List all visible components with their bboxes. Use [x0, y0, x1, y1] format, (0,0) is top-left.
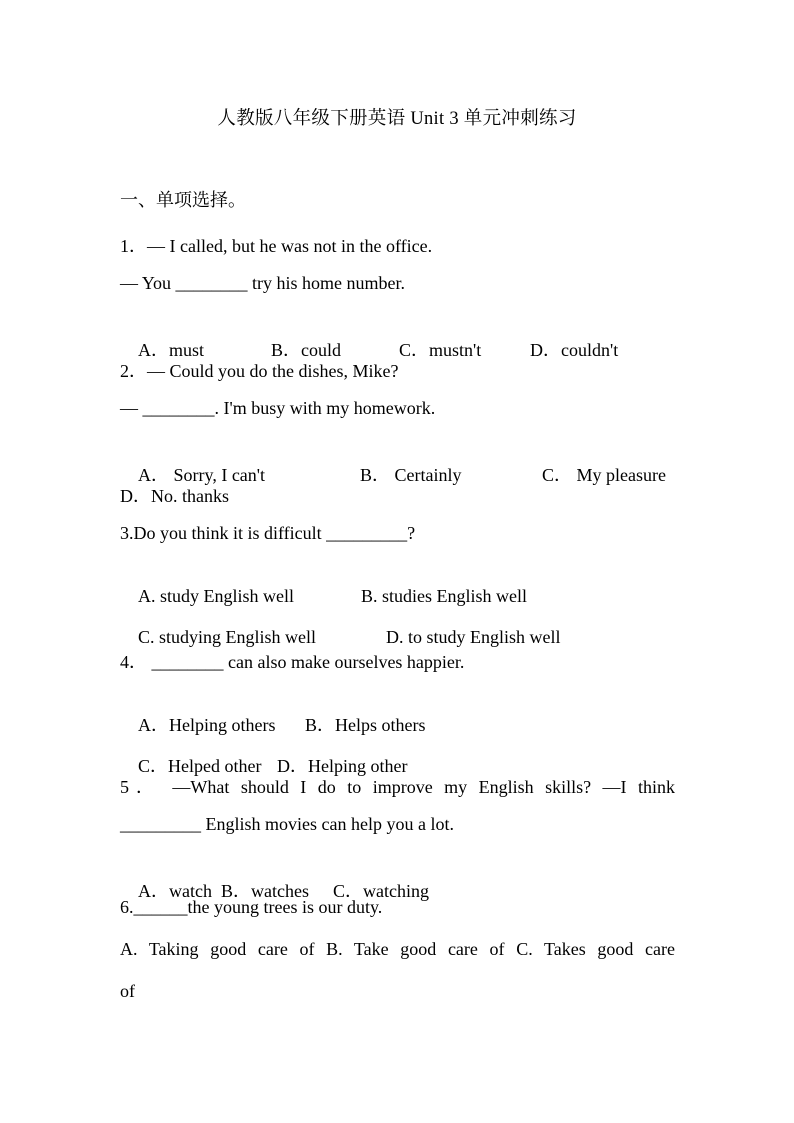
question-4-option-d: D．Helping other [277, 756, 408, 776]
question-3-option-c: C. studying English well [138, 627, 317, 647]
question-4-option-c: C．Helped other [138, 756, 262, 776]
question-1-stem: 1．— I called, but he was not in the office. [120, 236, 433, 256]
question-1-option-c: C．mustn't [399, 340, 482, 360]
question-2-stem-2: — ________. I'm busy with my homework. [120, 398, 436, 418]
question-5-stem: 5． —What should I do to improve my English skills? —I think [120, 777, 675, 797]
question-1-option-d: D．couldn't [530, 340, 619, 360]
question-3-option-b: B. studies English well [361, 586, 527, 606]
question-5-option-a: A．watch [138, 881, 212, 901]
question-5-stem-2: _________ English movies can help you a lot. [120, 814, 454, 834]
question-1-option-b: B．could [271, 340, 341, 360]
question-6-options-wrap: of [120, 981, 135, 1001]
question-3-option-d: D. to study English well [386, 627, 561, 647]
question-6-options: A. Taking good care of B. Take good care of C. Takes good care [120, 939, 675, 959]
page-title: 人教版八年级下册英语 Unit 3 单元冲刺练习 [217, 109, 577, 129]
question-4-option-a: A．Helping others [138, 715, 276, 735]
question-2-option-c: C． My pleasure [542, 465, 666, 485]
question-4-option-b: B．Helps others [305, 715, 426, 735]
question-2-option-b: B． Certainly [360, 465, 462, 485]
question-4-stem: 4． ________ can also make ourselves happier. [120, 652, 465, 672]
question-2-stem: 2．— Could you do the dishes, Mike? [120, 361, 399, 381]
question-6-stem: 6.______the young trees is our duty. [120, 897, 383, 917]
question-2-option-a: A． Sorry, I can't [138, 465, 266, 485]
question-3-option-a: A. study English well [138, 586, 294, 606]
question-1-stem-2: — You ________ try his home number. [120, 273, 406, 293]
question-1-option-a: A．must [138, 340, 205, 360]
question-5-option-c: C．watching [333, 881, 429, 901]
question-3-stem: 3.Do you think it is difficult _________? [120, 523, 416, 543]
section-heading: 一、单项选择。 [120, 190, 246, 210]
question-2-option-d: D．No. thanks [120, 486, 229, 506]
question-5-option-b: B．watches [221, 881, 309, 901]
